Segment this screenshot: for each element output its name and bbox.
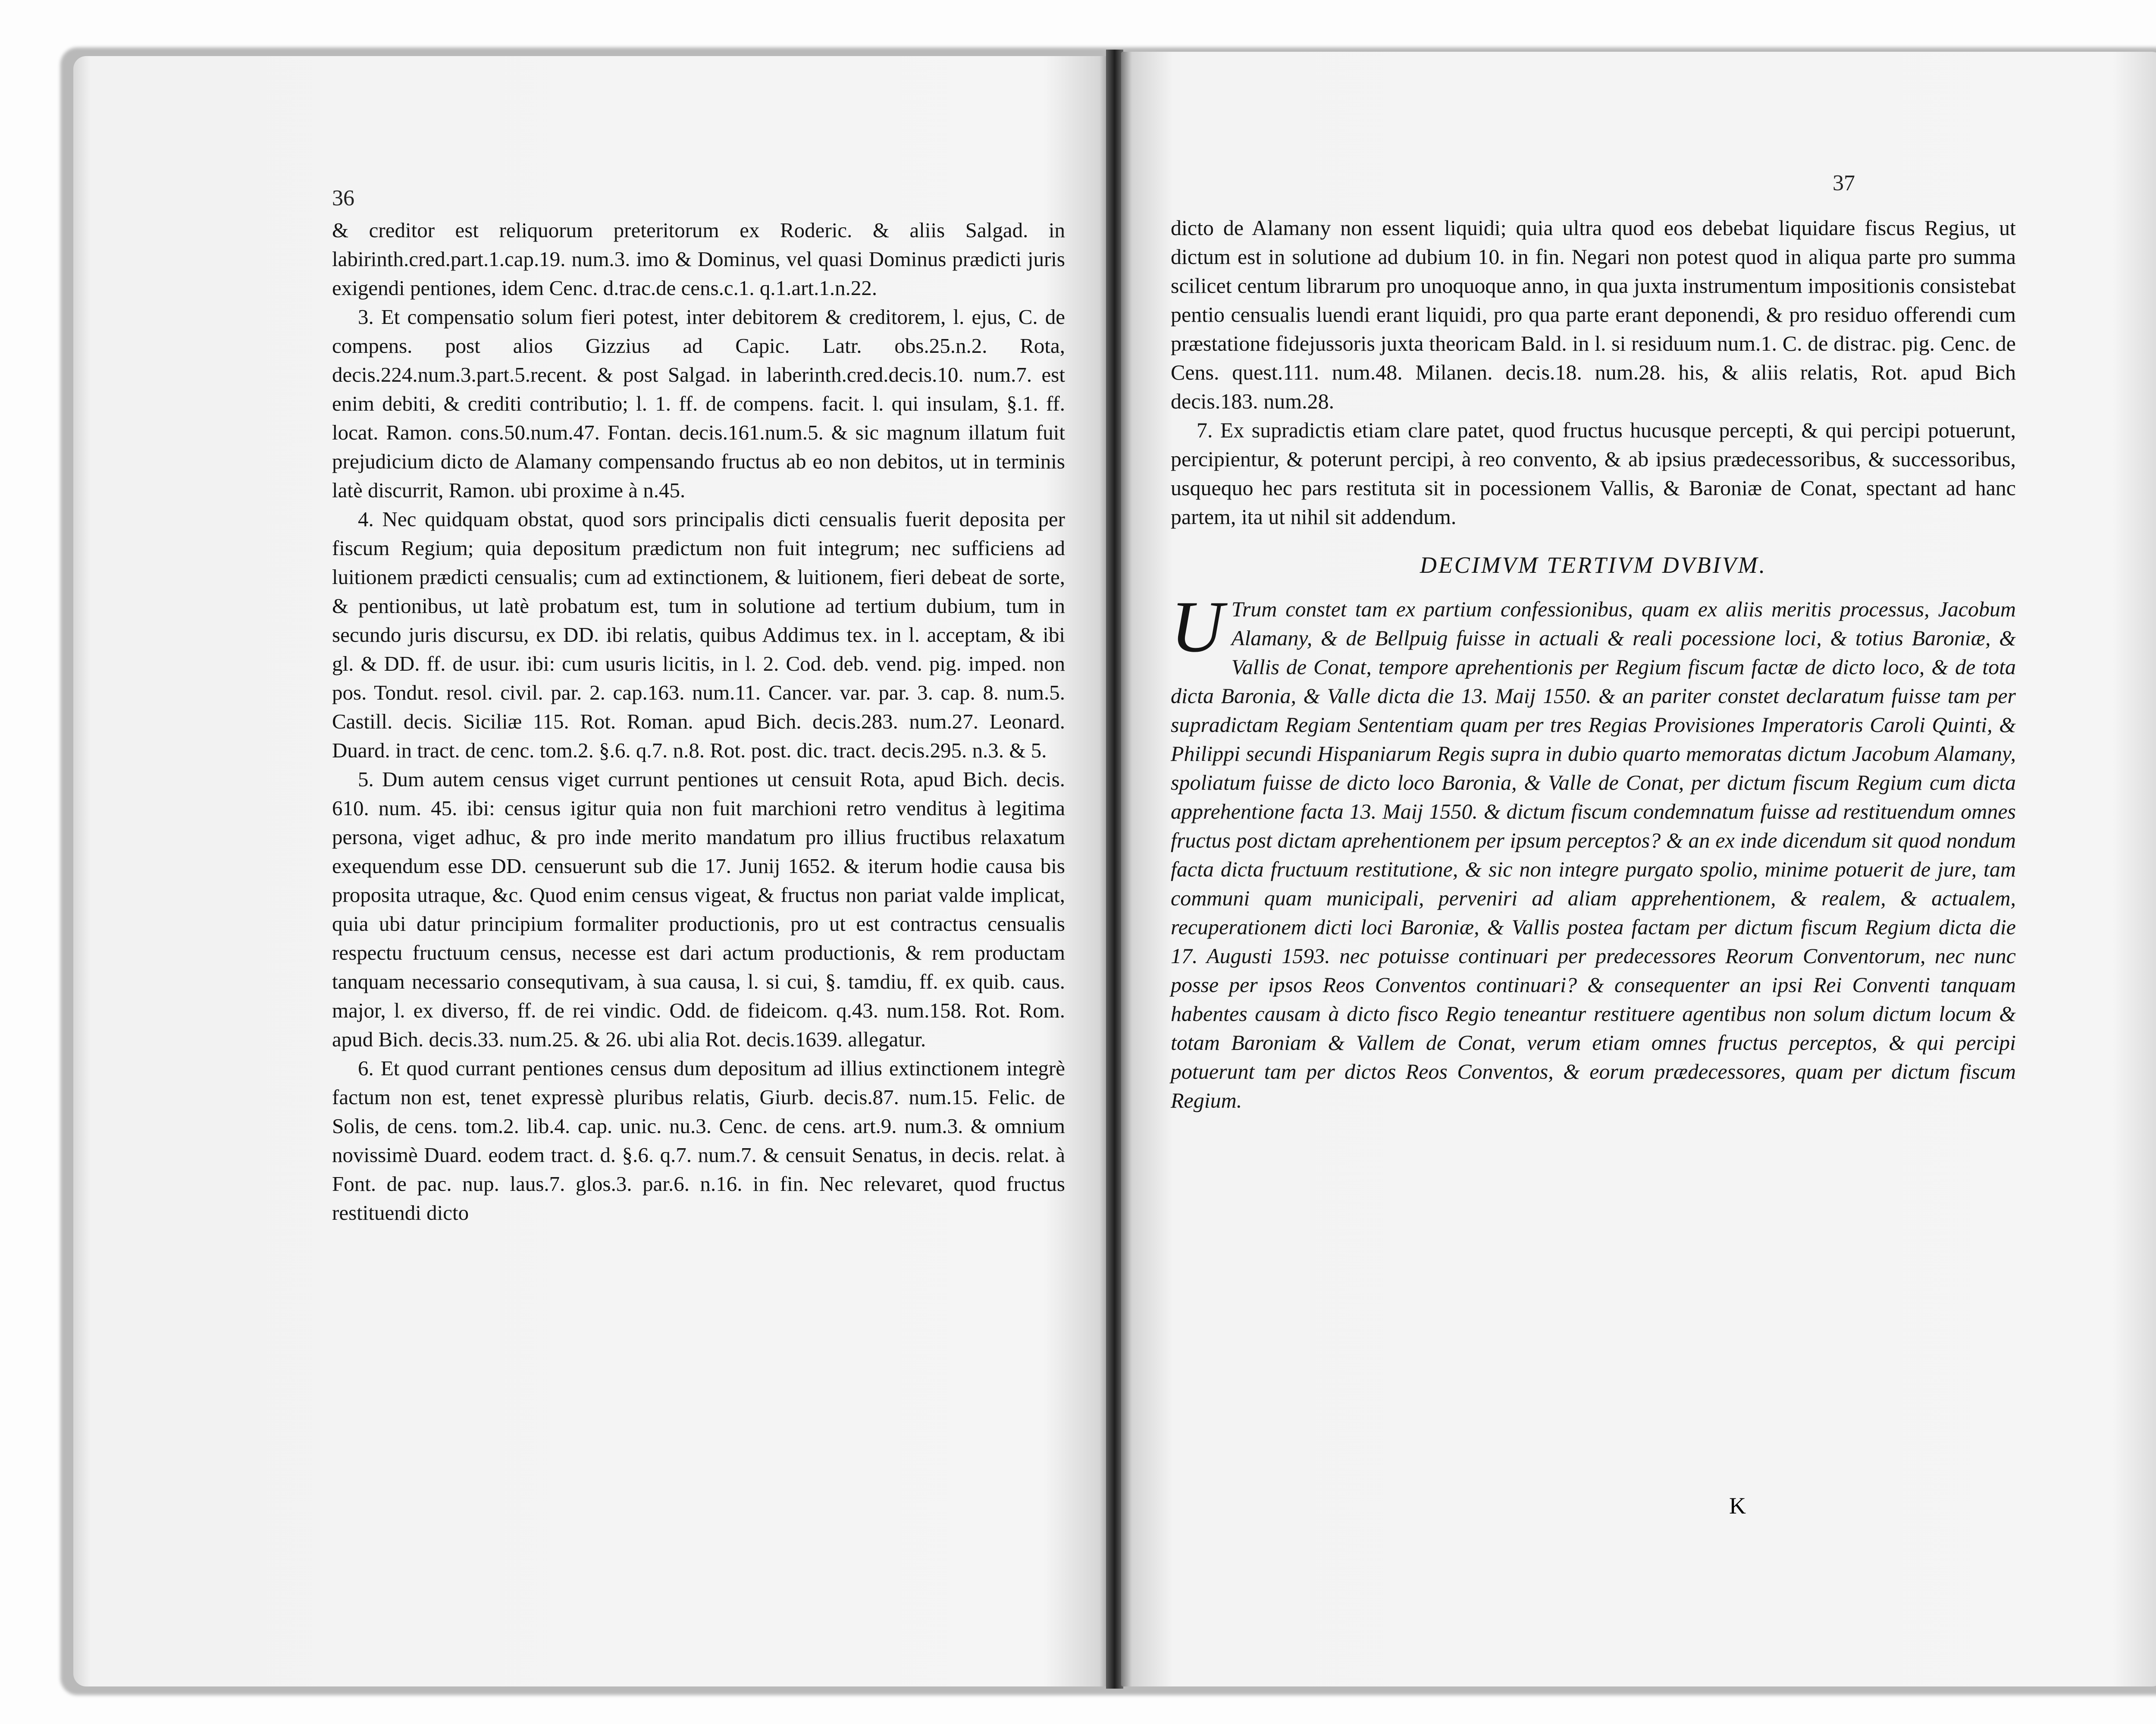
left-paragraph: 5. Dum autem census viget currunt pentiones ut censuit Rota, apud Bich. decis. 610. num. 45. ibi: census igitur quia non fuit marchioni retro venditus à legitima persona, viget adhuc, & pro inde merito mandatum pro illius fructibus relaxatum exequendum esse DD. censuerunt sub die 17. Junij 1652. & iterum hodie causa bis proposita utraque, &c. Quod enim census vigeat, & fructus non pariat valde implicat, quia ubi datur principium formaliter productionis, pro ut est contractus censualis respectu fructuum census, necesse est dari actum productionis, & rem productam tanquam necessario consequtivam, à sua causa, l. si cui, §. tamdiu, ff. ex quib. caus. major, l. ex diverso, ff. de rei vindic. Odd. de fideicom. q.43. num.158. Rot. Rom. apud Bich. decis.33. num.25. & 26. ubi alia Rot. decis.1639. allegatur. <box>332 767 1065 1051</box>
left-text-column <box>332 185 1065 1227</box>
signature-mark: K <box>1729 1493 1746 1519</box>
right-page <box>1121 52 2156 1686</box>
left-paragraph: 4. Nec quidquam obstat, quod sors principalis dicti censualis fuerit deposita per fiscum Regium; quia depositum prædictum non fuit integrum; nec sufficiens ad luitionem prædicti censualis; cum ad extinctionem, & luitionem, fieri debeat de sorte, & pentionibus, ut latè probatum est, tum in solutione ad tertium dubium, tum in secundo juris discursu, ex DD. ibi relatis, quibus Addimus tex. in l. acceptam, & ibi gl. & DD. ff. de usur. ibi: cum usuris licitis, in l. 2. Cod. deb. vend. pig. imped. non pos. Tondut. resol. civil. par. 2. cap.163. num.11. Cancer. var. par. 3. cap. 8. num.5. Castill. decis. Siciliæ 115. Rot. Roman. apud Bich. decis.283. num.27. Leonard. Duard. in tract. de cenc. tom.2. §.6. q.7. n.8. Rot. post. dic. tract. decis.295. n.3. & 5. <box>332 507 1065 762</box>
left-header-space <box>332 185 1065 216</box>
right-header-space <box>1171 188 2016 214</box>
right-paragraph: 7. Ex supradictis etiam clare patet, quod fructus hucusque percepti, & qui percipi potuerunt, percipientur, & poterunt percipi, à reo convento, & ab ipsius prædecessoribus, & successoribus, usquequo hec pars restituta sit in pocessionem Vallis, & Baroniæ de Conat, spectant ad hanc partem, ita ut nihil sit addendum. <box>1171 418 2016 529</box>
dubium-heading: DECIMVM TERTIVM DVBIVM. <box>1420 552 1767 578</box>
left-page <box>73 56 1108 1686</box>
left-paragraph: 3. Et compensatio solum fieri potest, inter debitorem & creditorem, l. ejus, C. de compens. post alios Gizzius ad Capic. Latr. obs.25.n.2. Rota, decis.224.num.3.part.5.recent. & post Salgad. in laberinth.cred.decis.10. num.7. est enim debiti, & crediti contributio; l. 1. ff. de compens. facit. l. qui insulam, §.1. ff. locat. Ramon. cons.50.num.47. Fontan. decis.161.num.5. & sic magnum illatum fuit prejudicium dicto de Alamany compensando fructus ab eo non debitos, ut in terminis latè discurrit, Ramon. ubi proxime à n.45. <box>332 305 1065 502</box>
book-gutter <box>1106 50 1123 1689</box>
left-paragraph: & creditor est reliquorum preteritorum ex Roderic. & aliis Salgad. in labirinth.cred.part.1.cap.19. num.3. imo & Dominus, vel quasi Dominus prædicti juris exigendi pentiones, idem Cenc. d.trac.de cens.c.1. q.1.art.1.n.22. <box>332 218 1065 300</box>
right-text-column <box>1171 188 2016 1115</box>
dubium-question <box>1171 586 2016 1115</box>
right-page-number: 37 <box>1833 171 1855 195</box>
left-paragraph: 6. Et quod currant pentiones census dum depositum ad illius extinctionem integrè factum non est, tenet expressè pluribus relatis, Giurb. decis.87. num.15. Felic. de Solis, de cens. tom.2. lib.4. cap. unic. nu.3. Cenc. de cens. art.9. num.3. & omnium novissimè Duard. eodem tract. d. §.6. q.7. num.7. & censuit Senatus, in decis. relat. à Font. de pac. nup. laus.7. glos.3. par.6. n.16. in fin. Nec relevaret, quod fructus restituendi dicto <box>332 1056 1065 1225</box>
dubium-text: Trum constet tam ex partium confessionibus, quam ex aliis meritis processus, Jacobum Alamany, & de Bellpuig fuisse in actuali & reali pocessione loci, & totius Baroniæ, & Vallis de Conat, tempore aprehentionis per Regium fiscum factæ de dicto loco, & de tota dicta Baronia, & Valle dicta die 13. Maij 1550. & an pariter constet declaratum fuisse tam per supradictam Regiam Sententiam quam per tres Regias Provisiones Imperatoris Caroli Quinti, & Philippi secundi Hispaniarum Regis supra in dubio quarto memoratas dictum Jacobum Alamany, spoliatum fuisse de dicto loco Baronia, & Valle de Conat, per dictum fiscum Regium cum dicta apprehentione facta 13. Maij 1550. & dictum fiscum condemnatum fuisse ad restituendum omnes fructus post dictam aprehentionem per ipsum perceptos? & an ex inde dicendum sit quod nondum facta dicta fructuum restitutione, & sic non integre purgato spolio, minime potuerit de jure, tam communi quam municipali, perveniri ad aliam apprehentionem, & realem, & actualem, recuperationem dicti loci Baroniæ, & Vallis postea factam per dictum fiscum Regium dicta die 17. Augusti 1593. nec potuisse continuari per predecessores Reorum Conventorum, nec nunc posse per ipsos Reos Conventos continuari? & consequenter an ipsi Rei Conventi tanquam habentes causam à dicto fisco Regio teneantur restituere agentibus non solum dictum locum & totam Baroniam & Vallem de Conat, verum etiam omnes fructus perceptos, & qui percipi potuerunt tam per dictos Reos Conventos, & eorum prædecessores, quam per dictum fiscum Regium. <box>1171 597 2016 1112</box>
left-page-number: 36 <box>332 186 354 210</box>
right-paragraph: dicto de Alamany non essent liquidi; quia ultra quod eos debebat liquidare fiscus Regius, ut dictum est in solutione ad dubium 10. in fin. Negari non potest quod in aliqua parte pro summa scilicet centum librarum pro unoquoque anno, in qua juxta instrumentum impositionis consistebat pentio censualis luendi erant liquidi, pro qua parte erant deponendi, & pro residuo offerendi cum præstatione fidejussoris juxta theoricam Bald. in l. si residuum num.1. C. de distrac. pig. Cenc. de Cens. quest.111. num.48. Milanen. decis.18. num.28. his, & aliis relatis, Rot. apud Bich decis.183. num.28. <box>1171 216 2016 413</box>
drop-cap: U <box>1171 586 1224 667</box>
